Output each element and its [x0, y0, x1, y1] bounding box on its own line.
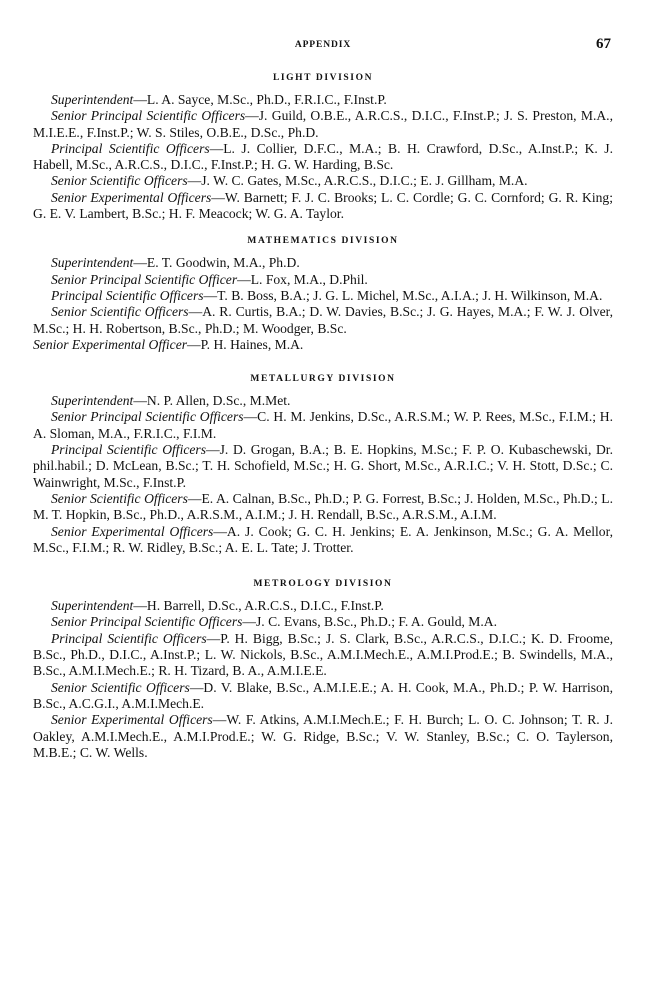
role-title: Principal Scientific Officers [51, 630, 207, 646]
role-title: Superintendent [51, 255, 134, 271]
staff-entry [33, 393, 613, 409]
staff-entry [33, 442, 613, 491]
role-title: Senior Experimental Officers [51, 523, 214, 539]
page-header [33, 36, 613, 58]
staff-names: —E. A. Calnan, B.Sc., Ph.D.; P. G. Forrest, B.Sc.; J. Holden, M.Sc., Ph.D.; L. M. T. Hopkin, B.Sc., Ph.D., A.R.S.M., A.I.M.; J. H. Rendall, B.Sc., A.R.S.M., A.I.M. [33, 490, 613, 523]
staff-names: —H. Barrell, D.Sc., A.R.C.S., D.I.C., F.Inst.P. [133, 598, 384, 614]
staff-names: —L. Fox, M.A., D.Phil. [237, 271, 368, 287]
staff-names: —J. Guild, O.B.E., A.R.C.S., D.I.C., F.Inst.P.; J. S. Preston, M.A., M.I.E.E., F.Inst.P.; W. S. Stiles, O.B.E., D.Sc., Ph.D. [33, 108, 613, 140]
document-page [33, 36, 613, 761]
staff-names: —N. P. Allen, D.Sc., M.Met. [133, 393, 291, 409]
role-title: Senior Scientific Officers [51, 304, 189, 320]
staff-entry [33, 631, 613, 680]
role-title: Principal Scientific Officers [51, 140, 210, 156]
role-title: Principal Scientific Officers [51, 442, 207, 458]
staff-entry [33, 92, 613, 108]
division-heading: MATHEMATICS DIVISION [247, 236, 399, 247]
staff-entry [33, 255, 613, 271]
staff-entry [33, 141, 613, 174]
staff-entry [33, 288, 613, 304]
role-title: Senior Experimental Officers [51, 189, 212, 205]
staff-names: —E. T. Goodwin, M.A., Ph.D. [133, 255, 300, 271]
staff-entry [33, 598, 613, 614]
division-heading: LIGHT DIVISION [272, 73, 374, 83]
running-title: APPENDIX [294, 40, 352, 50]
staff-names: —L. J. Collier, D.F.C., M.A.; B. H. Crawford, D.Sc., A.Inst.P.; K. J. Habell, M.Sc., A.R.C.S., D.I.C., F.Inst.P.; H. G. W. Harding, B.Sc. [33, 140, 613, 173]
role-title: Senior Principal Scientific Officer [51, 271, 238, 287]
role-title: Senior Principal Scientific Officers [51, 409, 244, 425]
staff-names: —J. W. C. Gates, M.Sc., A.R.C.S., D.I.C.; E. J. Gillham, M.A. [187, 173, 528, 189]
division-heading: METALLURGY DIVISION [250, 374, 396, 385]
sections-container [33, 72, 613, 761]
role-title: Superintendent [51, 393, 134, 409]
division-section [33, 72, 613, 222]
staff-names: —T. B. Boss, B.A.; J. G. L. Michel, M.Sc., A.I.A.; J. H. Wilkinson, M.A. [203, 287, 603, 303]
staff-entry [33, 409, 613, 442]
staff-entry [33, 524, 613, 557]
role-title: Senior Scientific Officers [51, 490, 188, 506]
role-title: Senior Principal Scientific Officers [51, 614, 243, 630]
staff-entry [33, 108, 613, 141]
staff-names: —P. H. Haines, M.A. [187, 336, 304, 352]
role-title: Senior Scientific Officers [51, 679, 190, 695]
staff-entry [33, 190, 613, 223]
staff-entry [33, 712, 613, 761]
staff-entry [33, 614, 613, 630]
page-number: 67 [596, 36, 611, 52]
staff-names: —C. H. M. Jenkins, D.Sc., A.R.S.M.; W. P. Rees, M.Sc., F.I.M.; H. A. Sloman, M.A., F.R.I.C., F.I.M. [33, 409, 613, 441]
staff-names: —J. D. Grogan, B.A.; B. E. Hopkins, M.Sc.; F. P. O. Kubaschewski, Dr. phil.habil.; D. McLean, B.Sc.; T. H. Schofield, M.Sc.; H. G. Short, M.Sc., A.R.I.C.; V. H. Stott, D.Sc.; C. Wainwright, M.Sc., F.Inst.P. [33, 442, 613, 490]
staff-names: —A. R. Curtis, B.A.; D. W. Davies, B.Sc.; J. G. Hayes, M.A.; F. W. J. Olver, M.Sc.; H. H. Robertson, B.Sc., Ph.D.; M. Woodger, B.Sc. [33, 304, 613, 336]
role-title: Principal Scientific Officers [51, 287, 204, 303]
staff-names: —J. C. Evans, B.Sc., Ph.D.; F. A. Gould, M.A. [242, 614, 497, 630]
role-title: Senior Scientific Officers [51, 173, 188, 189]
staff-names: —W. Barnett; F. J. C. Brooks; L. C. Cordle; G. C. Cornford; G. R. King; G. E. V. Lambert, B.Sc.; H. F. Meacock; W. G. A. Taylor. [33, 189, 613, 222]
staff-entry [33, 491, 613, 524]
role-title: Senior Experimental Officers [51, 712, 213, 728]
division-section [33, 578, 613, 761]
staff-entry [33, 272, 613, 288]
staff-entry [33, 173, 613, 189]
role-title: Superintendent [51, 92, 134, 107]
role-title: Superintendent [51, 598, 134, 614]
division-section [33, 373, 613, 556]
staff-names: —A. J. Cook; G. C. H. Jenkins; E. A. Jenkinson, M.Sc.; G. A. Mellor, M.Sc., F.I.M.; R. W. Ridley, B.Sc.; A. E. L. Tate; J. Trotter. [33, 523, 613, 555]
division-heading: METROLOGY DIVISION [253, 579, 393, 590]
staff-entry [33, 304, 613, 337]
role-title: Senior Principal Scientific Officers [51, 108, 246, 124]
staff-entry [33, 337, 613, 353]
division-section [33, 235, 613, 353]
staff-names: —P. H. Bigg, B.Sc.; J. S. Clark, B.Sc., A.R.C.S., D.I.C.; K. D. Froome, B.Sc., Ph.D., D.I.C., A.Inst.P.; L. W. Nickols, B.Sc., A.M.I.Mech.E., A.M.I.Prod.E.; B. Swindells, M.A., B.Sc., A.M.I.Mech.E.; R. H. Tizard, B. A., A.M.I.E.E. [33, 630, 613, 679]
staff-names: —L. A. Sayce, M.Sc., Ph.D., F.R.I.C., F.Inst.P. [133, 92, 387, 107]
staff-names: —D. V. Blake, B.Sc., A.M.I.E.E.; A. H. Cook, M.A., Ph.D.; P. W. Harrison, B.Sc., A.C.G.I., A.M.I.Mech.E. [33, 679, 614, 711]
staff-entry [33, 680, 613, 713]
role-title: Senior Experimental Officer [33, 336, 188, 352]
staff-names: —W. F. Atkins, A.M.I.Mech.E.; F. H. Burch; L. O. C. Johnson; T. R. J. Oakley, A.M.I.Mech.E., A.M.I.Prod.E.; W. G. Ridge, B.Sc.; V. W. Stanley, B.Sc.; C. O. Taylerson, M.B.E.; C. W. Wells. [33, 712, 613, 760]
